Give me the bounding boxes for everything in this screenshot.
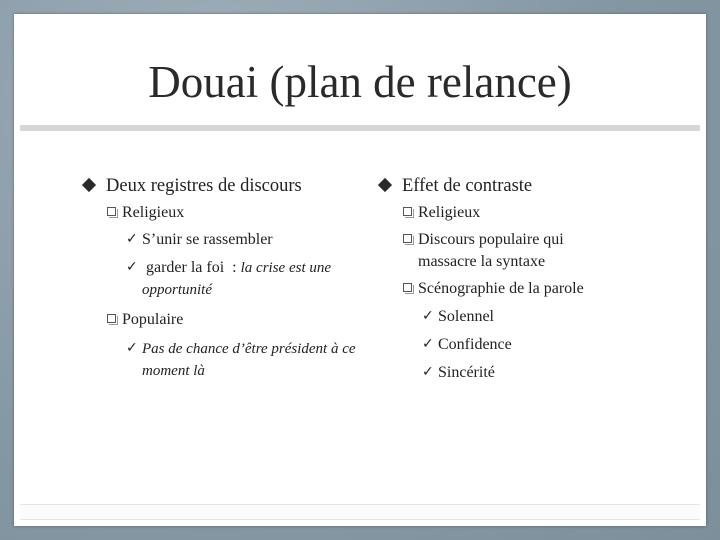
bullet-text: Scénographie de la parole [418, 280, 584, 297]
bullet-text: S’unir se rassembler [142, 231, 273, 248]
bullet-level2 [376, 202, 646, 224]
bullet-text: Confidence [438, 336, 512, 353]
bullet-text: garder la foi : [142, 259, 241, 276]
checkmark-bullet-icon: ✓ [126, 231, 138, 247]
right-heading: Effet de contraste [402, 176, 533, 196]
square-bullet-icon [403, 283, 412, 292]
left-heading: Deux registres de discours [106, 176, 302, 196]
slide [14, 14, 706, 526]
square-bullet-icon [403, 234, 412, 243]
bullet-text: Sincérité [438, 364, 495, 381]
bullet-level2 [376, 229, 618, 273]
bullet-level3 [80, 257, 360, 301]
slide-title: Douai (plan de relance) [148, 57, 572, 107]
bullet-text: Solennel [438, 308, 494, 325]
checkmark-bullet-icon: ✓ [126, 340, 138, 356]
diamond-bullet-icon [378, 178, 392, 192]
bullet-level2 [80, 202, 360, 224]
right-column [376, 174, 646, 383]
bullet-level2 [376, 278, 646, 300]
bullet-emphasis: la crise est une opportunité [142, 260, 332, 298]
bullet-level1 [376, 174, 646, 198]
square-bullet-icon [107, 207, 116, 216]
title-divider [20, 125, 700, 131]
bullet-level3 [376, 334, 646, 355]
bullet-text: Religieux [122, 204, 185, 221]
diamond-bullet-icon [82, 178, 96, 192]
bullet-level2 [80, 309, 360, 331]
checkmark-bullet-icon: ✓ [126, 259, 138, 275]
footer-divider [20, 504, 700, 520]
square-bullet-icon [403, 207, 412, 216]
bullet-level1 [80, 174, 360, 198]
bullet-text: Discours populaire qui massacre la syntaxe [418, 231, 564, 270]
bullet-level3 [80, 229, 360, 250]
bullet-level3 [80, 338, 360, 382]
square-bullet-icon [107, 314, 116, 323]
left-column [80, 174, 360, 382]
bullet-emphasis: Pas de chance d’être président à ce moment là [142, 341, 356, 379]
checkmark-bullet-icon: ✓ [422, 336, 434, 352]
bullet-level3 [376, 306, 646, 327]
checkmark-bullet-icon: ✓ [422, 364, 434, 380]
bullet-text: Populaire [122, 311, 184, 328]
checkmark-bullet-icon: ✓ [422, 308, 434, 324]
bullet-text: Religieux [418, 204, 481, 221]
bullet-level3 [376, 362, 646, 383]
